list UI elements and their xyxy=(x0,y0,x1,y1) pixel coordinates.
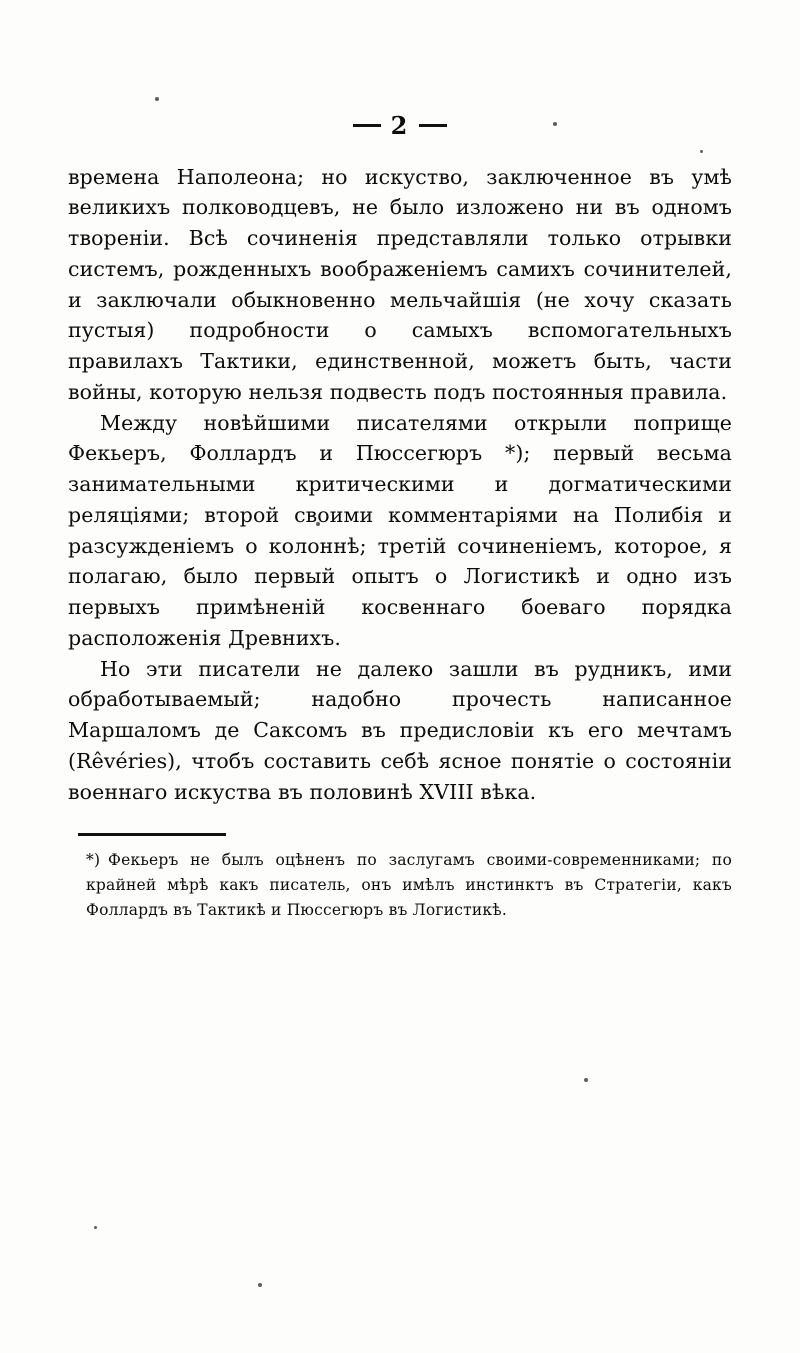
paragraph: Между новѣйшими писателями открыли поприще Фекьеръ, Фоллардъ и Пюссегюръ *); первый весьма занимательными критическими и догматическими реляціями; второй своими комментаріями на Полибія и разсужденіемъ о колоннѣ; третій сочиненіемъ, которое, я полагаю, было первый опытъ о Логистикѣ и одно изъ первыхъ примѣненій косвеннаго боеваго порядка расположенія Древнихъ. xyxy=(68,410,732,650)
footnote xyxy=(68,848,732,923)
page-speck xyxy=(584,1078,588,1082)
folio-number: 2 xyxy=(390,110,410,140)
page-folio xyxy=(68,110,732,140)
body-text xyxy=(68,162,732,808)
footnote-text: Фекьеръ не былъ оцѣненъ по заслугамъ своими-современниками; по крайней мѣрѣ какъ писатель, онъ имѣлъ инстинктъ въ Стратегіи, какъ Фоллардъ въ Тактикѣ и Пюссегюръ въ Логистикѣ. xyxy=(86,851,732,920)
paragraph: Но эти писатели не далеко зашли въ рудникъ, ими обработываемый; надобно прочесть написанное Маршаломъ де Саксомъ въ предисловіи къ его мечтамъ (Rêvéries), чтобъ составить себѣ ясное понятіе о состояніи военнаго искуства въ половинѣ XVIII вѣка. xyxy=(68,656,732,804)
folio-rule-left xyxy=(353,124,381,127)
page-speck xyxy=(258,1283,262,1287)
footnote-marker: *) xyxy=(86,851,101,870)
paragraph: времена Наполеона; но искуство, заключенное въ умѣ великихъ полководцевъ, не было изложено ни въ одномъ твореніи. Всѣ сочиненія представляли только отрывки системъ, рожденныхъ воображеніемъ самихъ сочинителей, и заключали обыкновенно мельчайшія (не хочу сказать пустыя) подробности о самыхъ вспомогательныхъ правилахъ Тактики, единственной, можетъ быть, части войны, которую нельзя подвесть подъ постоянныя правила. xyxy=(68,164,732,404)
page-speck xyxy=(94,1226,97,1229)
footnote-separator xyxy=(78,833,226,836)
folio-rule-right xyxy=(419,124,447,127)
